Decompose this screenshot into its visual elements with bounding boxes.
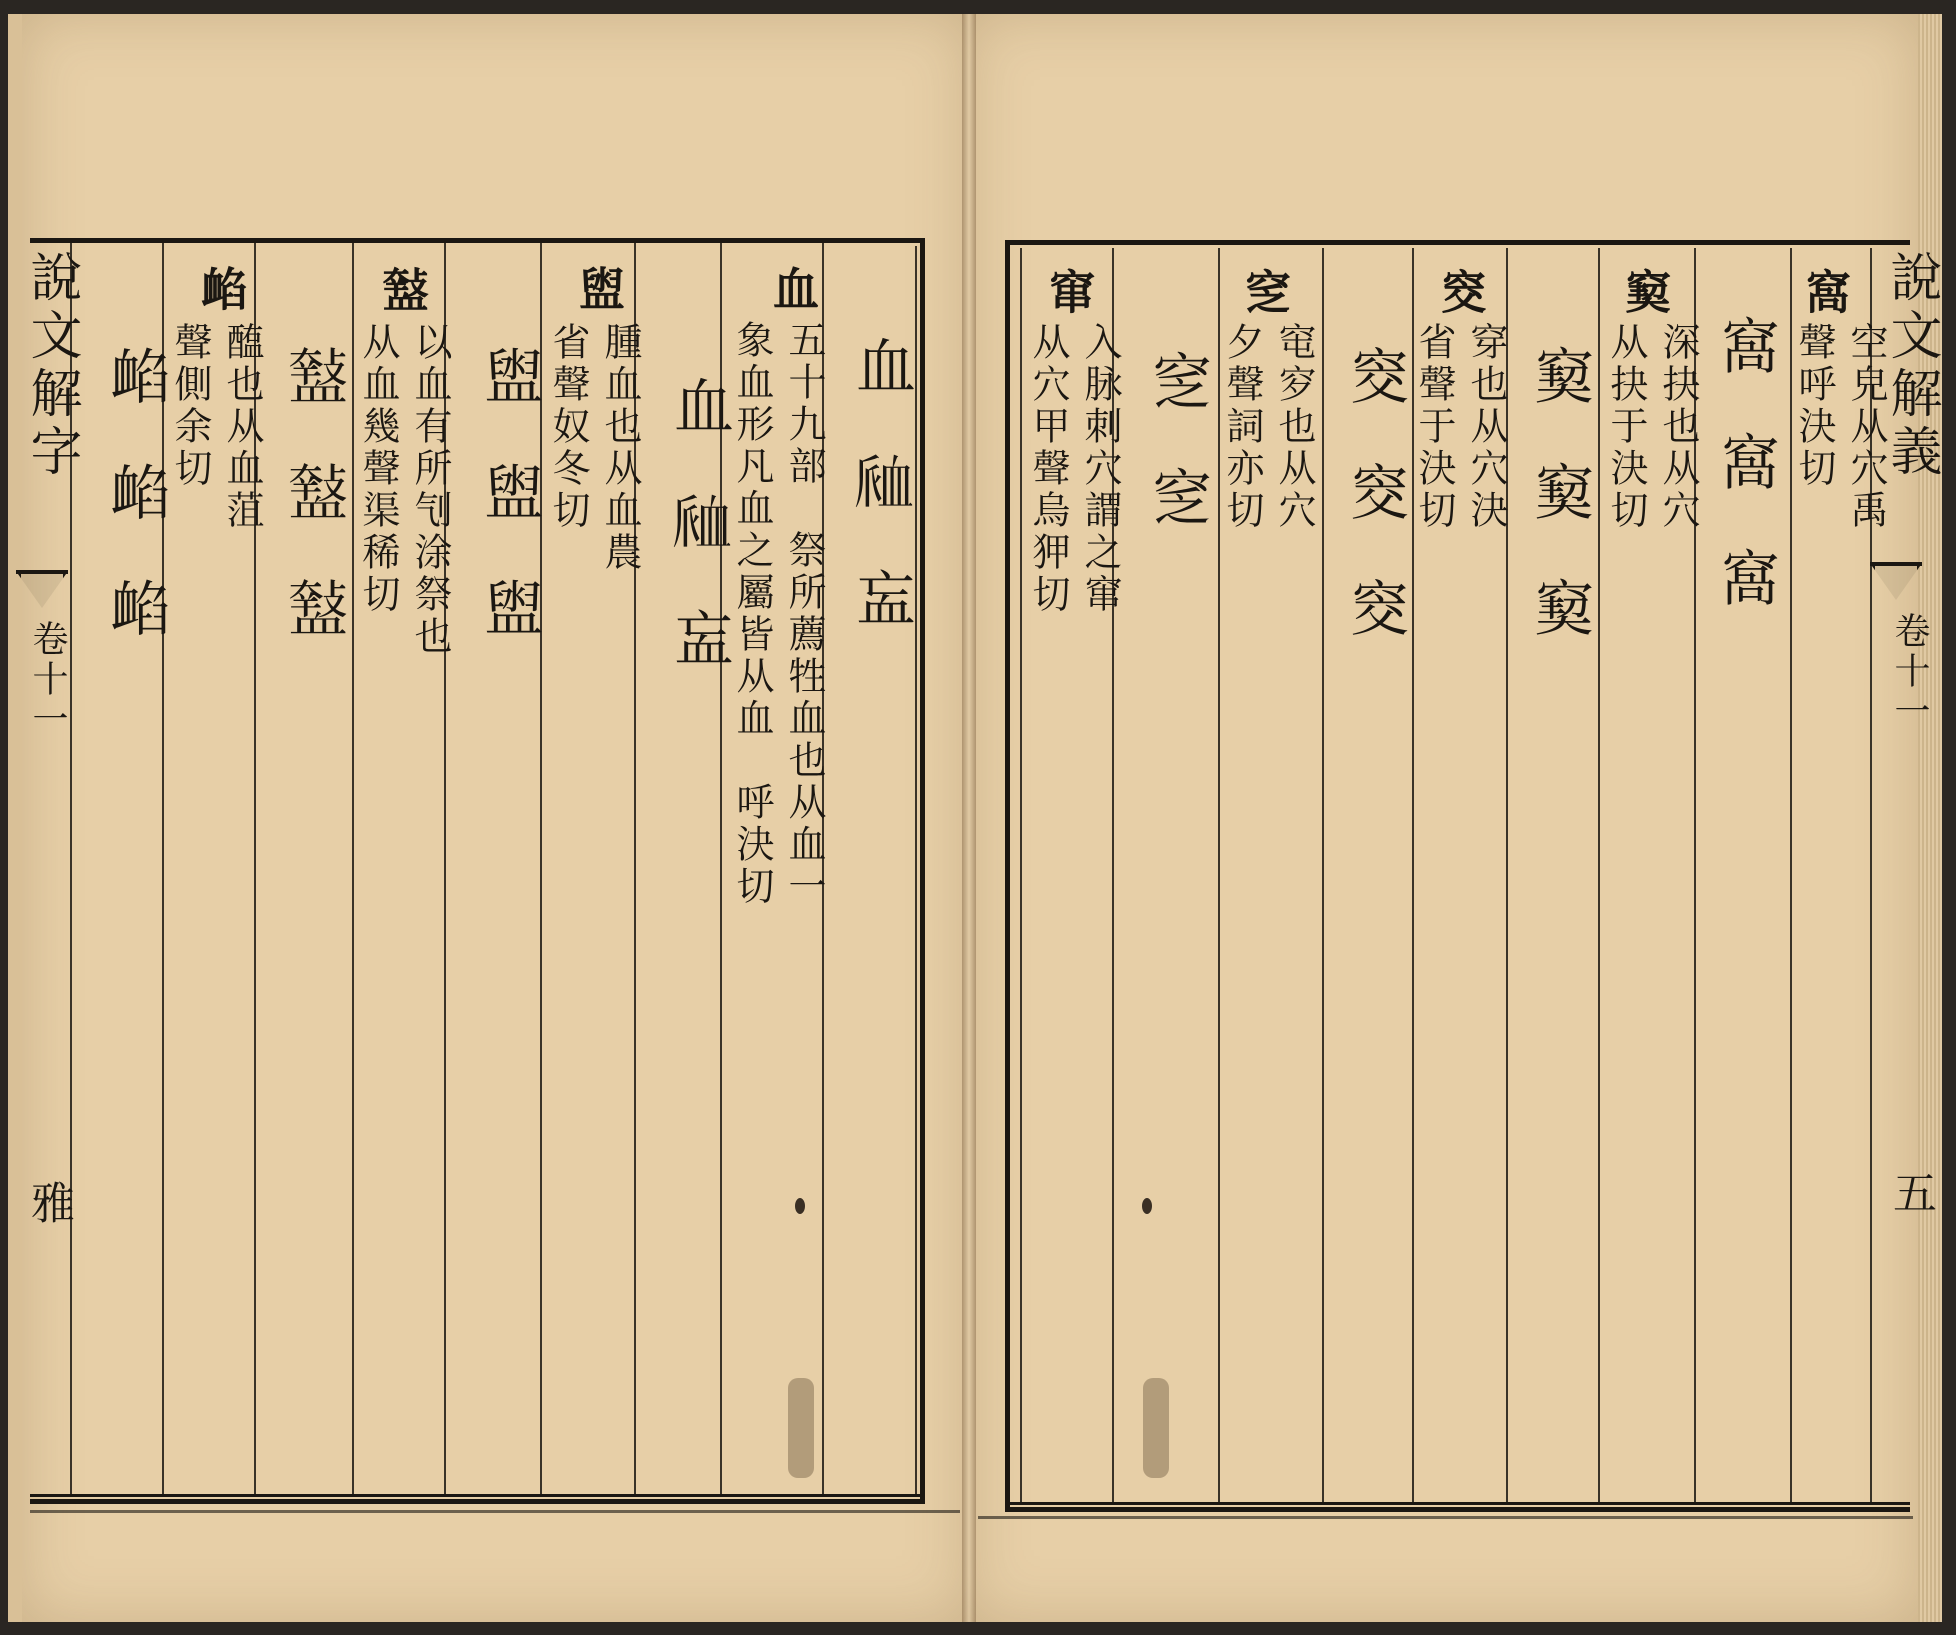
margin-volume: 卷十一 [27, 620, 68, 740]
margin-book-title: 說文解義 [1881, 250, 1941, 482]
headword: 䘓 [194, 265, 248, 315]
seal-script-forms: 窔窔窔 [1340, 345, 1410, 693]
margin-book-title: 說文解字 [21, 250, 81, 482]
ink-mark [1142, 1198, 1152, 1214]
right-bottom-rule [1005, 1502, 1910, 1505]
fishtail-mark [16, 570, 68, 616]
seal-script-forms: 窫窫窫 [1524, 345, 1594, 693]
right-outer-rule [978, 1516, 1913, 1519]
note-line: 省聲奴冬切 [546, 322, 590, 532]
seal-script-forms: 血𧖴衁 [846, 335, 916, 683]
seal-script-forms: 𧗑𧗑𧗑 [280, 345, 350, 693]
note-line: 入脉刺穴謂之窜 [1078, 322, 1122, 616]
margin-volume: 卷十一 [1889, 612, 1930, 732]
note-line: 五十九部 祭所薦牲血也从血一 [782, 320, 826, 908]
margin-bottom-char: 五 [1885, 1170, 1936, 1220]
entry-note [730, 320, 826, 908]
seal-script-forms: 窩窩窩 [1710, 315, 1780, 663]
note-line: 聲側余切 [168, 322, 212, 490]
headword: 窆 [1238, 268, 1292, 318]
paper-stain [788, 1378, 814, 1478]
seal-script-forms: 䘓䘓䘓 [100, 345, 170, 693]
entry-note [168, 322, 264, 532]
entry-note [1412, 322, 1508, 532]
note-line: 深抉也从穴 [1656, 322, 1700, 532]
note-line: 从穴甲聲烏狎切 [1026, 322, 1070, 616]
column-divider [352, 242, 354, 1494]
paper-stain [1143, 1378, 1169, 1478]
note-line: 夕聲詞亦切 [1220, 322, 1264, 532]
note-line: 以血有所刏涂祭也 [408, 322, 452, 658]
note-line: 省聲于決切 [1412, 322, 1456, 532]
headword: 窩 [1798, 268, 1852, 318]
fishtail-mark [1870, 562, 1922, 608]
headword: 窫 [1618, 268, 1672, 318]
note-line: 从血幾聲渠稀切 [356, 322, 400, 616]
left-bottom-rule [30, 1494, 925, 1497]
headword: 窔 [1434, 268, 1488, 318]
column-divider [1322, 248, 1324, 1502]
headword: 盥 [572, 265, 626, 315]
note-line: 腫血也从血農 [598, 322, 642, 574]
note-line: 象血形凡血之屬皆从血 呼決切 [730, 320, 774, 908]
note-line: 穿也从穴決 [1464, 322, 1508, 532]
entry-note [1220, 322, 1316, 532]
left-outer-rule [30, 1510, 960, 1513]
note-line: 从抉于決切 [1604, 322, 1648, 532]
seal-script-forms: 盥盥盥 [474, 345, 544, 693]
frame-inner-rule [1020, 248, 1022, 1502]
seal-script-forms: 窆窆 [1142, 350, 1212, 582]
note-line: 空皃从穴禹 [1844, 322, 1888, 532]
entry-note [1792, 322, 1888, 532]
note-line: 醢也从血菹 [220, 322, 264, 532]
entry-note [546, 322, 642, 574]
seal-script-forms: 血𧖴衁 [664, 375, 734, 723]
note-line: 窀穸也从穴 [1272, 322, 1316, 532]
headword: 窜 [1042, 268, 1096, 318]
entry-note [356, 322, 452, 658]
ink-mark [795, 1198, 805, 1214]
book-gutter [962, 14, 976, 1622]
headword: 血 [766, 265, 820, 315]
margin-bottom-char: 雅 [23, 1180, 74, 1230]
headword: 𧗑 [377, 265, 431, 315]
note-line: 聲呼決切 [1792, 322, 1836, 490]
entry-note [1026, 322, 1122, 616]
entry-note [1604, 322, 1700, 532]
